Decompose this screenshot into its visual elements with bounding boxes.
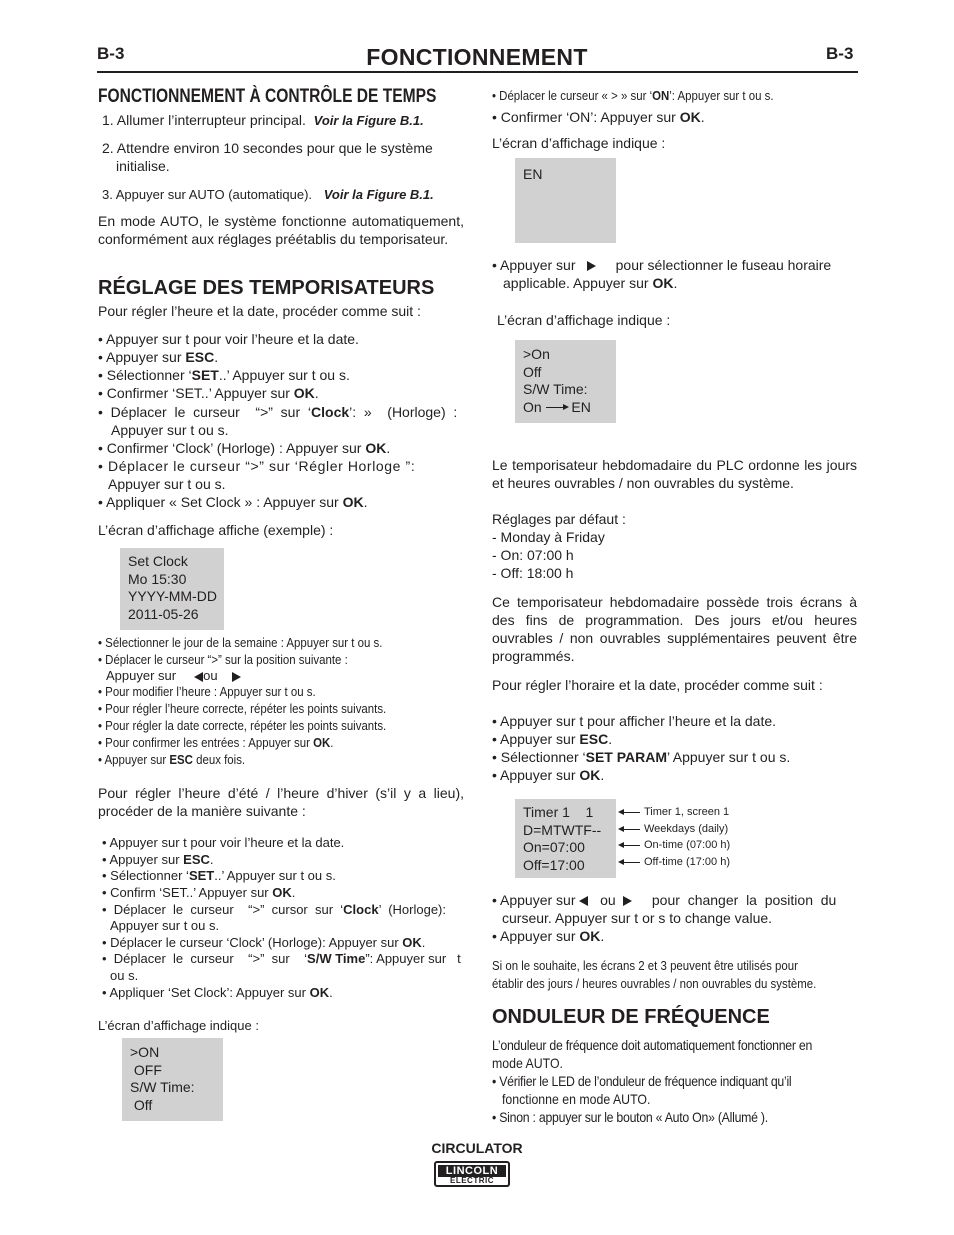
display-screen-sw-time: >ON OFF S/W Time: Off — [122, 1038, 223, 1121]
screen-label: L’écran d’affichage affiche (exemple) : — [98, 522, 334, 538]
list-item: • Déplacer le curseur “>” sur ‘Régler Horloge ”: — [98, 458, 416, 474]
section-heading-time-control: FONCTIONNEMENT À CONTRÔLE DE TEMPS — [98, 86, 437, 107]
list-item: • Confirmer ‘ON’: Appuyer sur OK. — [492, 109, 705, 125]
list-item: • Appuyer sur ESC. — [102, 852, 214, 867]
screen-label: L’écran d’affichage indique : — [98, 1018, 259, 1033]
list-item: • Déplacer le curseur “>” sur ‘S/W Time”: Appuyer sur t — [102, 951, 461, 966]
timers-intro: Pour régler l’heure et la date, procéder comme suit : — [98, 303, 421, 319]
arrow-right-icon — [546, 407, 564, 408]
list-item-cont: fonctionne en mode AUTO. — [502, 1091, 651, 1107]
list-item: • Appuyer sur t pour voir l’heure et la date. — [98, 331, 359, 347]
annotation: Off-time (17:00 h) — [622, 856, 730, 868]
step-3: 3. Appuyer sur AUTO (automatique). Voir la Figure B.1. — [102, 187, 434, 202]
list-item: • Appuyer sur OK. — [492, 767, 605, 783]
lincoln-electric-logo: LINCOLN ELECTRIC — [434, 1161, 510, 1187]
default-item: - On: 07:00 h — [492, 547, 574, 563]
product-name: CIRCULATOR — [431, 1140, 523, 1156]
default-item: - Off: 18:00 h — [492, 565, 574, 581]
step-1: 1. Allumer l’interrupteur principal. Voir la Figure B.1. — [102, 112, 424, 128]
left-arrow-icon — [194, 672, 203, 682]
page-number-right: B-3 — [826, 44, 854, 63]
display-screen-timer: Timer 1 1 D=MTWTF-- On=07:00 Off=17:00 — [515, 799, 616, 878]
list-item: • Déplacer le curseur « > » sur ‘ON’: Appuyer sur t ou s. — [492, 88, 774, 103]
list-item: • Appuyer sur ESC. — [492, 731, 613, 747]
list-item-cont: Appuyer sur t ou s. — [110, 918, 220, 933]
list-item: • Sélectionner ‘SET..’ Appuyer sur t ou s. — [98, 367, 350, 383]
list-item: • Sélectionner ‘SET PARAM’ Appuyer sur t ou s. — [492, 749, 791, 765]
list-item: • Sélectionner le jour de la semaine : Appuyer sur t ou s. — [98, 635, 383, 650]
header-rule — [97, 71, 858, 73]
display-screen-en: EN — [515, 158, 616, 243]
annotation: On-time (07:00 h) — [622, 839, 730, 851]
list-item: • Confirm ‘SET..’ Appuyer sur OK. — [102, 885, 296, 900]
list-item: • Déplacer le curseur “>” sur la position suivante : — [98, 652, 348, 667]
plc-paragraph: Le temporisateur hebdomadaire du PLC ordonne les jours et heures ouvrables / non ouvrables du système. — [492, 457, 857, 491]
list-item-cont: applicable. Appuyer sur OK. — [503, 275, 678, 291]
inverter-text: L’onduleur de fréquence doit automatiquement fonctionner en — [492, 1037, 813, 1053]
dst-paragraph: Pour régler l’heure d’été / l’heure d’hiver (s’il y a lieu), procéder de la manière suivante : — [98, 785, 464, 819]
note: établir des jours / heures ouvrables / non ouvrables du système. — [492, 976, 817, 991]
list-item: • Pour régler l’heure correcte, répéter les points suivants. — [98, 701, 387, 716]
right-arrow-icon — [623, 896, 632, 906]
list-item: • Confirmer ‘SET..’ Appuyer sur OK. — [98, 385, 319, 401]
list-item-cont: Appuyer sur ou — [106, 668, 241, 683]
list-item: • Appliquer ‘Set Clock’: Appuyer sur OK. — [102, 985, 333, 1000]
note: Si on le souhaite, les écrans 2 et 3 peuvent être utilisés pour — [492, 958, 798, 973]
default-item: - Monday à Friday — [492, 529, 605, 545]
list-item-cont: Appuyer sur t ou s. — [108, 476, 226, 492]
list-item: • Appuyer sur ESC deux fois. — [98, 752, 246, 767]
defaults-label: Réglages par défaut : — [492, 511, 626, 527]
inverter-text: mode AUTO. — [492, 1055, 563, 1071]
list-item: • Vérifier le LED de l’onduleur de fréquence indiquant qu’il — [492, 1073, 792, 1089]
list-item: • Appuyer sur ESC. — [98, 349, 219, 365]
annotation: Weekdays (daily) — [622, 823, 728, 835]
list-item: • Sinon : appuyer sur le bouton « Auto On» (Allumé ). — [492, 1109, 768, 1125]
right-arrow-icon — [232, 672, 241, 682]
list-item: • Appliquer « Set Clock » : Appuyer sur OK. — [98, 494, 368, 510]
list-item: • Pour régler la date correcte, répéter les points suivants. — [98, 718, 387, 733]
right-arrow-icon — [587, 261, 596, 271]
schedule-intro: Pour régler l’horaire et la date, procéder comme suit : — [492, 677, 823, 693]
list-item: • Appuyer sur ou pour changer la position du — [492, 892, 837, 908]
auto-mode-paragraph: En mode AUTO, le système fonctionne automatiquement, conformément aux réglages préétablis du temporisateur. — [98, 213, 464, 247]
list-item: • Confirmer ‘Clock’ (Horloge) : Appuyer sur OK. — [98, 440, 391, 456]
list-item: • Appuyer sur OK. — [492, 928, 605, 944]
list-item: • Pour confirmer les entrées : Appuyer sur OK. — [98, 735, 334, 750]
step-2-cont: initialise. — [116, 158, 170, 174]
list-item: • Pour modifier l’heure : Appuyer sur t ou s. — [98, 684, 316, 699]
list-item: • Appuyer sur t pour afficher l’heure et la date. — [492, 713, 777, 729]
list-item-cont: ou s. — [110, 968, 139, 983]
list-item: • Déplacer le curseur ‘Clock’ (Horloge): Appuyer sur OK. — [102, 935, 426, 950]
page-title: FONCTIONNEMENT — [366, 44, 588, 70]
list-item-cont: curseur. Appuyer sur t or s to change value. — [502, 910, 773, 926]
screen-label: L’écran d’affichage indique : — [492, 135, 666, 151]
page-number-left: B-3 — [97, 44, 125, 63]
section-heading-inverter: ONDULEUR DE FRÉQUENCE — [492, 1006, 770, 1028]
list-item: • Déplacer le curseur “>” cursor sur ‘Clock’ (Horloge): — [102, 902, 446, 917]
screen-label: L’écran d’affichage indique : — [497, 312, 671, 328]
section-heading-timers: RÉGLAGE DES TEMPORISATEURS — [98, 277, 435, 299]
list-item: • Déplacer le curseur “>” sur ‘Clock’: » (Horloge) : — [98, 404, 458, 420]
step-2: 2. Attendre environ 10 secondes pour que le système — [102, 140, 433, 156]
left-arrow-icon — [579, 896, 588, 906]
display-screen-on-off: >On Off S/W Time: On EN — [515, 340, 616, 423]
display-screen-set-clock: Set Clock Mo 15:30 YYYY-MM-DD 2011-05-26 — [120, 548, 224, 630]
list-item: • Appuyer sur t pour voir l’heure et la date. — [102, 835, 345, 850]
list-item: • Sélectionner ‘SET..’ Appuyer sur t ou s. — [102, 868, 336, 883]
screens-paragraph: Ce temporisateur hebdomadaire possède trois écrans à des fins de programmation. Des jours et/ou heures ouvrables / non ouvrables supplémentaires peuvent être programmés. — [492, 594, 857, 664]
list-item-cont: Appuyer sur t ou s. — [111, 422, 229, 438]
list-item: • Appuyer sur pour sélectionner le fuseau horaire — [492, 257, 832, 273]
annotation: Timer 1, screen 1 — [622, 806, 729, 818]
